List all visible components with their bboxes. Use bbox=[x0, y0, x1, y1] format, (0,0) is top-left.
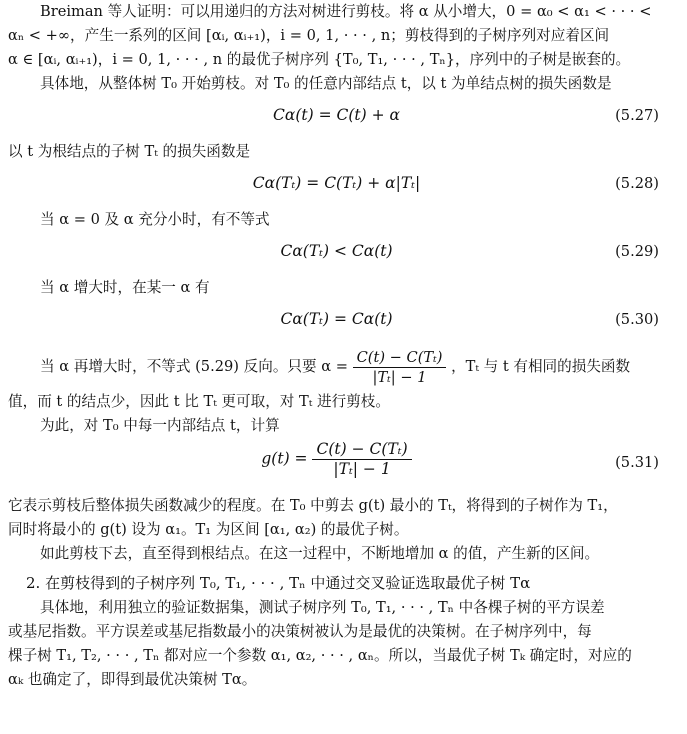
paragraph-validation-line1: 具体地，利用独立的验证数据集，测试子树序列 T₀, T₁, · · · , Tₙ 中各棵子树的平方误差 bbox=[40, 599, 605, 616]
paragraph-alpha-further-line2: 值，而 t 的结点少，因此 t 比 Tₜ 更可取，对 Tₜ 进行剪枝。 bbox=[8, 393, 390, 410]
equation-number: (5.27) bbox=[615, 107, 659, 124]
text-segment: 当 α 再增大时，不等式 (5.29) 反向。只要 α = bbox=[40, 358, 348, 375]
paragraph-subtree-loss: 以 t 为根结点的子树 Tₜ 的损失函数是 bbox=[8, 143, 251, 160]
paragraph-validation-line3: 棵子树 T₁, T₂, · · · , Tₙ 都对应一个参数 α₁, α₂, · · · , αₙ。所以，当最优子树 Tₖ 确定时，对应的 bbox=[8, 647, 632, 664]
paragraph-validation-line4: αₖ 也确定了，即得到最优决策树 Tα。 bbox=[8, 671, 257, 688]
paragraph-breiman-line2: αₙ < +∞，产生一系列的区间 [αᵢ, αᵢ₊₁)，i = 0, 1, · · · , n；剪枝得到的子树序列对应着区间 bbox=[8, 27, 610, 44]
paragraph-alpha-further-line1 bbox=[8, 344, 665, 390]
inline-fraction bbox=[353, 348, 447, 387]
fraction-denominator: |Tₜ| − 1 bbox=[372, 368, 427, 386]
equation-body: Cα(Tₜ) < Cα(t) bbox=[280, 242, 393, 260]
equation-body: Cα(Tₜ) = Cα(t) bbox=[280, 310, 393, 328]
equation-number: (5.29) bbox=[615, 243, 659, 260]
paragraph-g-meaning-line2: 同时将最小的 g(t) 设为 α₁。T₁ 为区间 [α₁, α₂) 的最优子树。 bbox=[8, 521, 409, 538]
equation-body: Cα(Tₜ) = C(Tₜ) + α|Tₜ| bbox=[252, 174, 421, 192]
equation-number: (5.30) bbox=[615, 311, 659, 328]
paragraph-continue-pruning: 如此剪枝下去，直至得到根结点。在这一过程中，不断地增加 α 的值，产生新的区间。 bbox=[40, 545, 600, 562]
text-segment: ，Tₜ 与 t 有相同的损失函数 bbox=[451, 358, 631, 375]
equation-fraction bbox=[312, 440, 411, 479]
paragraph-pruning-start: 具体地，从整体树 T₀ 开始剪枝。对 T₀ 的任意内部结点 t，以 t 为单结点树的损失函数是 bbox=[40, 75, 612, 92]
paragraph-alpha-increase: 当 α 增大时，在某一 α 有 bbox=[40, 279, 210, 296]
paragraph-validation-line2: 或基尼指数。平方误差或基尼指数最小的决策树被认为是最优的决策树。在子树序列中，每 bbox=[8, 623, 592, 640]
fraction-numerator: C(t) − C(Tₜ) bbox=[312, 440, 411, 460]
paragraph-breiman-line3: α ∈ [αᵢ, αᵢ₊₁)，i = 0, 1, · · · , n 的最优子树序列 {T₀, T₁, · · · , Tₙ}，序列中的子树是嵌套的。 bbox=[8, 51, 631, 68]
paragraph-breiman-line1: Breiman 等人证明：可以用递归的方法对树进行剪枝。将 α 从小增大，0 = α₀ < α₁ < · · · < bbox=[40, 3, 652, 20]
equation-5-31 bbox=[8, 438, 665, 494]
section-heading-2: 2. 在剪枝得到的子树序列 T₀, T₁, · · · , Tₙ 中通过交叉验证选取最优子树 Tα bbox=[26, 574, 531, 592]
fraction-denominator: |Tₜ| − 1 bbox=[333, 460, 391, 478]
paragraph-compute-g: 为此，对 T₀ 中每一内部结点 t，计算 bbox=[40, 417, 280, 434]
paragraph-alpha-small: 当 α = 0 及 α 充分小时，有不等式 bbox=[40, 211, 270, 228]
equation-body bbox=[8, 440, 665, 479]
equation-5-30 bbox=[8, 300, 665, 344]
equation-lhs: g(t) = bbox=[261, 449, 308, 468]
equation-5-29 bbox=[8, 232, 665, 276]
fraction-numerator: C(t) − C(Tₜ) bbox=[353, 348, 447, 368]
equation-number: (5.28) bbox=[615, 175, 659, 192]
equation-5-27 bbox=[8, 96, 665, 140]
equation-body: Cα(t) = C(t) + α bbox=[273, 106, 400, 124]
equation-number: (5.31) bbox=[615, 454, 659, 471]
paragraph-g-meaning-line1: 它表示剪枝后整体损失函数减少的程度。在 T₀ 中剪去 g(t) 最小的 Tₜ，将得到的子树作为 T₁， bbox=[8, 497, 618, 514]
equation-5-28 bbox=[8, 164, 665, 208]
